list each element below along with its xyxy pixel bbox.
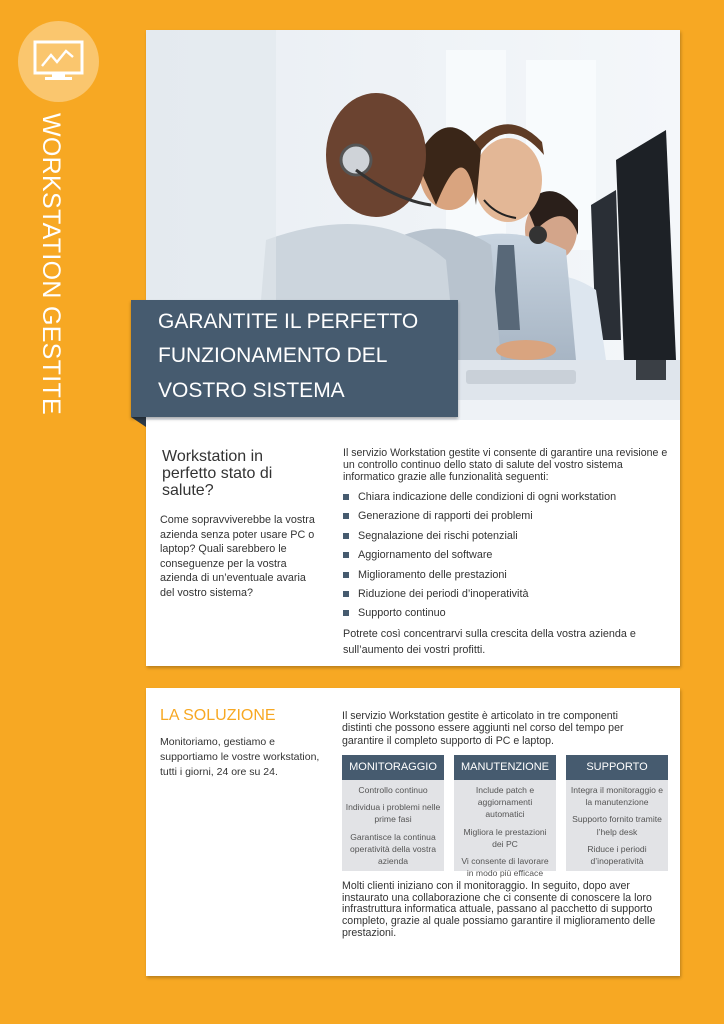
component-item: Vi consente di lavorare in modo più efficace bbox=[461, 856, 549, 879]
component-title: SUPPORTO bbox=[566, 755, 668, 780]
headline-box bbox=[131, 300, 458, 417]
solution-intro-text: Il servizio Workstation gestite è articolato in tre componenti distinti che possono essere aggiunti nel corso del tempo per garantire il completo supporto di PC e laptop. bbox=[342, 710, 624, 747]
bullet-square-icon bbox=[343, 494, 349, 500]
feature-list bbox=[343, 491, 673, 627]
solution-card bbox=[146, 688, 680, 976]
bullet-square-icon bbox=[343, 552, 349, 558]
component-item: Individua i problemi nelle prime fasi bbox=[345, 802, 441, 825]
section-title: Workstation in perfetto stato di salute? bbox=[162, 448, 273, 499]
list-item: Generazione di rapporti dei problemi bbox=[343, 510, 673, 529]
bullet-square-icon bbox=[343, 591, 349, 597]
closing-text: Potrete così concentrarvi sulla crescita della vostra azienda e sull’aumento dei vostri profitti. bbox=[343, 628, 636, 656]
component-item: Controllo continuo bbox=[358, 785, 428, 795]
solution-title: LA SOLUZIONE bbox=[160, 707, 276, 724]
overview-card bbox=[146, 30, 680, 666]
component-support bbox=[566, 755, 668, 871]
component-maintenance bbox=[454, 755, 556, 879]
bullet-square-icon bbox=[343, 610, 349, 616]
solution-closing-text: Molti clienti iniziano con il monitoraggio. In seguito, dopo aver instaurato una collaborazione che ci consente di conoscere la loro infrastruttura informatica attuale, passano al pacchetto di supporto completo, grazie al quale possiamo garantire il miglioramento delle prestazioni. bbox=[342, 880, 656, 939]
component-title: MONITORAGGIO bbox=[342, 755, 444, 780]
bullet-square-icon bbox=[343, 533, 349, 539]
list-item: Miglioramento delle prestazioni bbox=[343, 569, 673, 588]
list-item: Riduzione dei periodi d’inoperatività bbox=[343, 588, 673, 607]
headline-line-3: VOSTRO SISTEMA bbox=[158, 379, 345, 402]
section-question-text: Come sopravviverebbe la vostra azienda senza poter usare PC o laptop? Quali sarebbero le conseguenze per la vostra azienda di un’eventuale avaria del vostro sistema? bbox=[160, 514, 315, 599]
component-item: Integra il monitoraggio e la manutenzione bbox=[570, 785, 664, 808]
headline-line-2: FUNZIONAMENTO DEL bbox=[158, 344, 388, 367]
component-item: Supporto fornito tramite l’help desk bbox=[572, 814, 662, 837]
component-item: Migliora le prestazioni dei PC bbox=[463, 826, 547, 849]
list-item: Supporto continuo bbox=[343, 607, 673, 626]
component-title: MANUTENZIONE bbox=[454, 755, 556, 780]
headline-fold bbox=[131, 417, 146, 427]
bullet-square-icon bbox=[343, 572, 349, 578]
headline-line-1: GARANTITE IL PERFETTO bbox=[158, 310, 419, 333]
component-item: Include patch e aggiornamenti automatici bbox=[475, 785, 535, 820]
solution-summary: Monitoriamo, gestiamo e supportiamo le vostre workstation, tutti i giorni, 24 ore su 24. bbox=[160, 736, 320, 778]
list-item: Chiara indicazione delle condizioni di ogni workstation bbox=[343, 491, 673, 510]
sidebar-title: WORKSTATION GESTITE bbox=[37, 113, 65, 416]
component-item: Garantisce la continua operatività della vostra azienda bbox=[350, 831, 436, 867]
monitor-chart-icon bbox=[18, 21, 99, 102]
list-item: Aggiornamento del software bbox=[343, 549, 673, 568]
component-monitoring bbox=[342, 755, 444, 871]
component-item: Riduce i periodi d’inoperatività bbox=[587, 843, 647, 867]
list-item: Segnalazione dei rischi potenziali bbox=[343, 530, 673, 549]
bullet-square-icon bbox=[343, 513, 349, 519]
service-intro-text: Il servizio Workstation gestite vi consente di garantire una revisione e un controllo continuo dello stato di salute del vostro sistema informatico grazie alle funzionalità seguenti: bbox=[343, 447, 668, 483]
